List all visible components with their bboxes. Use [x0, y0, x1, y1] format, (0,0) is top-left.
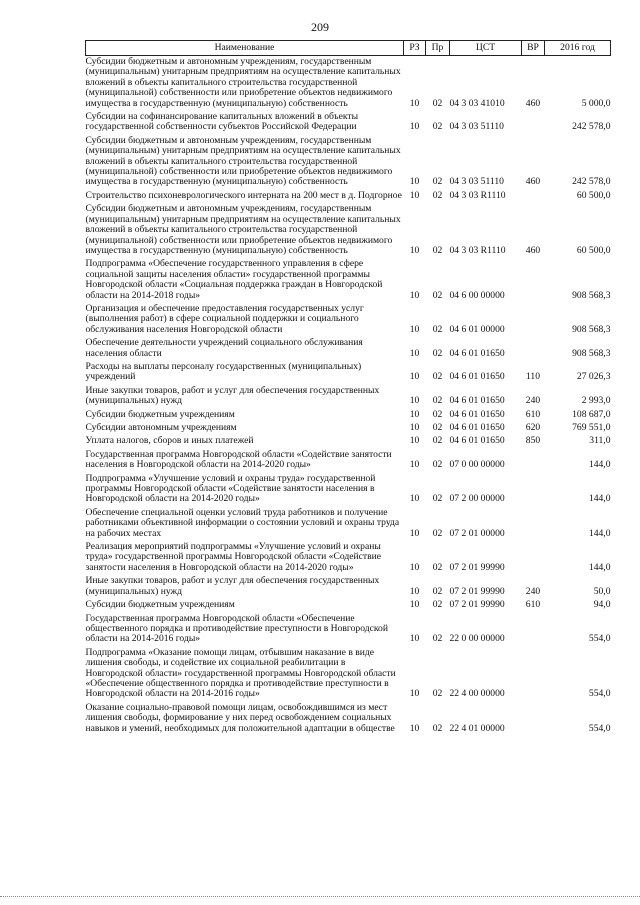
- row-name-cell: Субсидии на софинансирование капитальных вложений в объекты государственной собственности субъектов Российской Федерации: [85, 111, 359, 133]
- row-pr-cell: 02: [432, 189, 443, 201]
- row-vr-cell: 460: [525, 244, 541, 256]
- page-number: 209: [311, 20, 329, 34]
- row-vr-cell: [522, 702, 545, 736]
- row-cst-cell: 04 6 00 00000: [449, 289, 505, 301]
- row-rz-cell: 10: [409, 244, 420, 256]
- row-name-cell: Обеспечение специальной оценки условий труда работников и получение работниками объективной информации о состоянии условий и охраны труда на рабочих местах: [85, 506, 400, 539]
- row-vr-cell: 850: [525, 435, 541, 447]
- row-cst-cell: 22 4 00 00000: [449, 688, 505, 700]
- table-row: [86, 409, 611, 422]
- row-cst-cell: 04 6 01 01650: [449, 435, 505, 447]
- table-row: [86, 56, 611, 112]
- row-rz-cell: 10: [409, 435, 420, 447]
- row-sum-cell: 2 993,0: [581, 395, 611, 407]
- column-header-cst: ЦСТ: [450, 41, 522, 56]
- row-pr-cell: 02: [432, 688, 443, 700]
- row-rz-cell: 10: [409, 347, 420, 359]
- row-sum-cell: 311,0: [589, 435, 611, 447]
- row-cst-cell: 04 6 01 01650: [449, 371, 505, 383]
- row-name-cell: Субсидии бюджетным учреждениям: [85, 599, 235, 611]
- row-name-cell: Государственная программа Новгородской области «Содействие занятости населения в Новгородской области на 2014-2020 годы»: [85, 448, 392, 471]
- row-sum-cell: 908 568,3: [572, 347, 611, 359]
- row-cst-cell: 04 3 03 R1110: [449, 244, 506, 256]
- table-row: [86, 647, 611, 702]
- row-pr-cell: 02: [432, 459, 443, 471]
- row-vr-cell: 460: [525, 97, 541, 109]
- table-row: [86, 507, 611, 541]
- row-sum-cell: 144,0: [588, 459, 611, 471]
- column-header-year: 2016 год: [545, 41, 611, 56]
- row-sum-cell: 554,0: [588, 688, 611, 700]
- row-name-cell: Реализация мероприятий подпрограммы «Улучшение условий и охраны труда» государственной программы Новгородской области «Содействие занятости населения в Новгородской области на 2014-2020 годы»: [85, 541, 382, 573]
- row-vr-cell: 610: [525, 599, 541, 611]
- table-row: [86, 385, 611, 409]
- page-bottom-rule: [0, 896, 640, 897]
- table-row: [86, 449, 611, 473]
- row-name-cell: Организация и обеспечение предоставления государственных услуг (выполнения работ) в сфере социальной поддержки и социального обслуживания населения Новгородской области: [85, 302, 364, 335]
- row-sum-cell: 554,0: [588, 722, 611, 734]
- row-cst-cell: 04 3 03 51110: [449, 121, 504, 133]
- row-vr-cell: [522, 303, 545, 337]
- row-name-cell: Субсидии бюджетным и автономным учреждениям, государственным (муниципальным) унитарным предприятиям на осуществление капитальных вложений в объекты капитального строительства государственной (муниципальной) собственности или приобретение объектов недвижимого имущества в государственную (муниципальную) собственность: [85, 203, 401, 256]
- row-sum-cell: 108 687,0: [572, 408, 611, 420]
- table-row: [86, 337, 611, 361]
- row-rz-cell: 10: [409, 97, 420, 109]
- row-vr-cell: [522, 541, 545, 575]
- table-row: [86, 575, 611, 599]
- row-pr-cell: 02: [432, 289, 443, 301]
- row-name-cell: Субсидии бюджетным учреждениям: [85, 408, 235, 420]
- row-sum-cell: 554,0: [588, 633, 611, 645]
- table-row: [86, 361, 611, 385]
- row-rz-cell: 10: [409, 121, 420, 133]
- row-rz-cell: 10: [409, 561, 420, 573]
- table-row: [86, 303, 611, 337]
- table-row: [86, 258, 611, 303]
- row-cst-cell: 04 3 03 R1110: [449, 189, 506, 201]
- row-cst-cell: 04 6 01 00000: [449, 323, 505, 335]
- table-header-row: [86, 41, 611, 56]
- row-rz-cell: 10: [409, 585, 420, 597]
- row-cst-cell: 04 6 01 01650: [449, 422, 505, 433]
- row-cst-cell: 04 3 03 51110: [449, 176, 504, 188]
- row-sum-cell: 27 026,3: [576, 371, 611, 383]
- table-row: [86, 111, 611, 135]
- row-rz-cell: 10: [409, 422, 420, 433]
- row-name-cell: Иные закупки товаров, работ и услуг для обеспечения государственных (муниципальных) нужд: [85, 384, 380, 407]
- table-row: [86, 702, 611, 736]
- table-row: [86, 599, 611, 612]
- row-pr-cell: 02: [432, 722, 443, 734]
- row-sum-cell: 50,0: [593, 585, 611, 597]
- row-pr-cell: 02: [432, 527, 443, 539]
- table-row: [86, 613, 611, 647]
- row-name-cell: Подпрограмма «Обеспечение государственного управления в сфере социальной защиты населения области» государственной программы Новгородской области «Социальная поддержка граждан в Новгородской области на 2014-2018 годы»: [85, 258, 383, 301]
- row-vr-cell: 110: [525, 371, 541, 383]
- row-rz-cell: 10: [409, 688, 420, 700]
- row-vr-cell: [522, 111, 545, 135]
- row-pr-cell: 02: [432, 435, 443, 447]
- row-rz-cell: 10: [409, 527, 420, 539]
- row-sum-cell: 242 578,0: [572, 176, 611, 188]
- row-cst-cell: 04 6 01 01650: [449, 347, 505, 359]
- row-name-cell: Расходы на выплаты персоналу государственных (муниципальных) учреждений: [85, 360, 362, 383]
- row-pr-cell: 02: [432, 395, 443, 407]
- row-sum-cell: 144,0: [588, 527, 611, 539]
- row-vr-cell: 240: [525, 585, 541, 597]
- row-pr-cell: 02: [432, 493, 443, 505]
- row-vr-cell: 240: [525, 395, 541, 407]
- row-rz-cell: 10: [409, 176, 420, 188]
- row-cst-cell: 04 6 01 01650: [449, 408, 505, 420]
- row-rz-cell: 10: [409, 722, 420, 734]
- row-sum-cell: 144,0: [588, 561, 611, 573]
- table-row: [86, 135, 611, 190]
- row-rz-cell: 10: [409, 289, 420, 301]
- row-cst-cell: 04 3 03 41010: [449, 97, 505, 109]
- row-name-cell: Уплата налогов, сборов и иных платежей: [85, 435, 254, 447]
- row-pr-cell: 02: [432, 121, 443, 133]
- row-name-cell: Подпрограмма «Улучшение условий и охраны труда» государственной программы Новгородской области «Содействие занятости населения в Новгородской области на 2014-2020 годы»: [85, 472, 376, 505]
- row-sum-cell: 5 000,0: [581, 97, 611, 109]
- row-cst-cell: 07 2 01 99990: [449, 599, 505, 611]
- row-pr-cell: 02: [432, 347, 443, 359]
- column-header-vr: ВР: [522, 41, 545, 56]
- row-cst-cell: 22 0 00 00000: [449, 633, 505, 645]
- row-sum-cell: 908 568,3: [572, 289, 611, 301]
- row-sum-cell: 908 568,3: [572, 323, 611, 335]
- column-header-rz: РЗ: [404, 41, 426, 56]
- column-header-name: Наименование: [86, 41, 404, 56]
- row-pr-cell: 02: [432, 244, 443, 256]
- row-name-cell: Государственная программа Новгородской области «Обеспечение общественного порядка и противодействие преступности в Новгородской области на 2014-2016 годы»: [85, 612, 388, 645]
- row-rz-cell: 10: [409, 189, 420, 201]
- table-row: [86, 422, 611, 435]
- row-rz-cell: 10: [409, 323, 420, 335]
- row-vr-cell: [522, 647, 545, 702]
- row-cst-cell: 07 2 00 00000: [449, 493, 505, 505]
- row-sum-cell: 94,0: [593, 599, 611, 611]
- row-pr-cell: 02: [432, 176, 443, 188]
- row-rz-cell: 10: [409, 633, 420, 645]
- row-pr-cell: 02: [432, 561, 443, 573]
- row-vr-cell: [522, 613, 545, 647]
- row-sum-cell: 769 551,0: [572, 422, 611, 433]
- row-vr-cell: 460: [525, 176, 541, 188]
- row-vr-cell: 610: [525, 408, 541, 420]
- row-vr-cell: [522, 449, 545, 473]
- row-pr-cell: 02: [432, 97, 443, 109]
- row-name-cell: Подпрограмма «Оказание помощи лицам, отбывшим наказание в виде лишения свободы, и содействие их социальной реабилитации в Новгородской области» государственной программы Новгородской области «Обеспечение общественного порядка и противодействие преступности в Новгородской области на 2014-2016 годы»: [85, 646, 396, 700]
- row-vr-cell: [522, 337, 545, 361]
- row-vr-cell: [522, 258, 545, 303]
- row-sum-cell: 144,0: [588, 493, 611, 505]
- row-name-cell: Субсидии автономным учреждениям: [85, 422, 237, 433]
- row-name-cell: Субсидии бюджетным и автономным учреждениям, государственным (муниципальным) унитарным предприятиям на осуществление капитальных вложений в объекты капитального строительства государственной (муниципальной) собственности или приобретение объектов недвижимого имущества в государственную (муниципальную) собственность: [85, 134, 401, 188]
- budget-table: [85, 40, 611, 736]
- row-vr-cell: [522, 190, 545, 203]
- row-pr-cell: 02: [432, 633, 443, 645]
- row-pr-cell: 02: [432, 585, 443, 597]
- row-name-cell: Субсидии бюджетным и автономным учреждениям, государственным (муниципальным) унитарным предприятиям на осуществление капитальных вложений в объекты капитального строительства государственной (муниципальной) собственности или приобретение объектов недвижимого имущества в государственную (муниципальную) собственность: [85, 56, 401, 109]
- row-rz-cell: 10: [409, 371, 420, 383]
- row-rz-cell: 10: [409, 459, 420, 471]
- row-pr-cell: 02: [432, 408, 443, 420]
- row-rz-cell: 10: [409, 395, 420, 407]
- row-cst-cell: 04 6 01 01650: [449, 395, 505, 407]
- row-vr-cell: [522, 507, 545, 541]
- row-rz-cell: 10: [409, 599, 420, 611]
- row-rz-cell: 10: [409, 408, 420, 420]
- row-vr-cell: [522, 473, 545, 507]
- row-pr-cell: 02: [432, 422, 443, 433]
- row-name-cell: Иные закупки товаров, работ и услуг для обеспечения государственных (муниципальных) нужд: [85, 575, 380, 597]
- row-sum-cell: 242 578,0: [572, 121, 611, 133]
- row-vr-cell: 620: [525, 422, 541, 433]
- row-cst-cell: 07 2 01 99990: [449, 585, 505, 597]
- row-cst-cell: 07 2 01 00000: [449, 527, 505, 539]
- row-pr-cell: 02: [432, 599, 443, 611]
- row-name-cell: Оказание социально-правовой помощи лицам, освобождившимся из мест лишения свободы, формирование у них перед освобождением социальных навыков и умений, необходимых для положительной адаптации в обществе: [85, 701, 395, 734]
- table-row: [86, 473, 611, 507]
- row-cst-cell: 07 0 00 00000: [449, 459, 505, 471]
- table-row: [86, 190, 611, 203]
- column-header-pr: Пр: [426, 41, 450, 56]
- row-rz-cell: 10: [409, 493, 420, 505]
- row-cst-cell: 07 2 01 99990: [449, 561, 505, 573]
- row-sum-cell: 60 500,0: [576, 189, 611, 201]
- row-sum-cell: 60 500,0: [576, 244, 611, 256]
- row-pr-cell: 02: [432, 371, 443, 383]
- row-name-cell: Обеспечение деятельности учреждений социального обслуживания населения области: [85, 337, 363, 359]
- row-cst-cell: 22 4 01 00000: [449, 722, 505, 734]
- row-pr-cell: 02: [432, 323, 443, 335]
- table-row: [86, 541, 611, 575]
- row-name-cell: Строительство психоневрологического интерната на 200 мест в д. Подгорное: [85, 189, 402, 201]
- table-row: [86, 435, 611, 448]
- table-row: [86, 203, 611, 258]
